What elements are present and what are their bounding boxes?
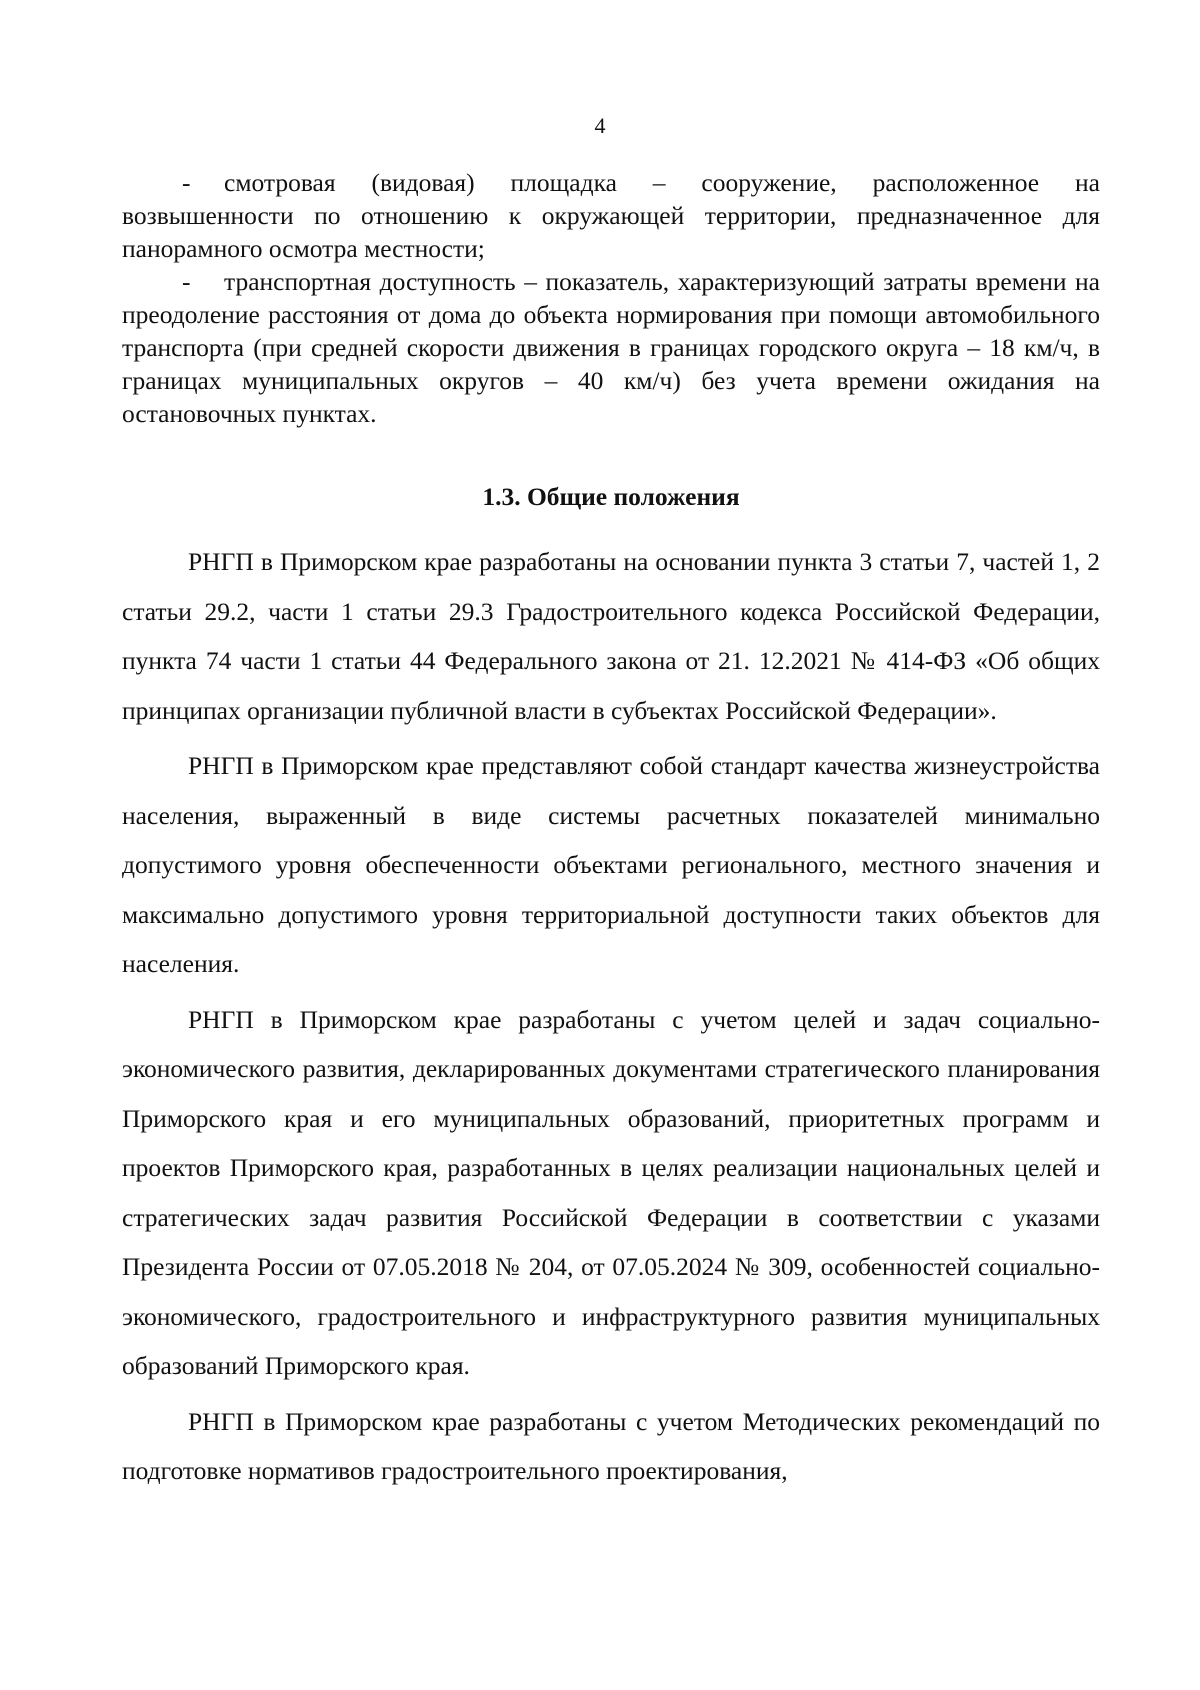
definition-item — [122, 166, 1100, 265]
body-paragraph: РНГП в Приморском крае разработаны с учетом целей и задач социально-экономического развития, декларированных документами стратегического планирования Приморского края и его муниципальных образований, приоритетных программ и проектов Приморского края, разработанных в целях реализации национальных целей и стратегических задач развития Российской Федерации в соответствии с указами Президента России от 07.05.2018 № 204, от 07.05.2024 № 309, особенностей социально-экономического, градостроительного и инфраструктурного развития муниципальных образований Приморского края. — [122, 1004, 1100, 1380]
page-number: 4 — [594, 113, 606, 138]
body-paragraph: РНГП в Приморском крае разработаны на основании пункта 3 статьи 7, частей 1, 2 статьи 29.2, части 1 статьи 29.3 Градостроительного кодекса Российской Федерации, пункта 74 части 1 статьи 44 Федерального закона от 21. 12.2021 № 414-ФЗ «Об общих принципах организации публичной власти в субъектах Российской Федерации». — [122, 547, 1100, 725]
body-paragraph: РНГП в Приморском крае разработаны с учетом Методических рекомендаций по подготовке нормативов градостроительного проектирования, — [122, 1406, 1100, 1485]
definition-text: транспортная доступность – показатель, характеризующий затраты времени на преодоление расстояния от дома до объекта нормирования при помощи автомобильного транспорта (при средней скорости движения в границах городского округа – 18 км/ч, в границах муниципальных округов – 40 км/ч) без учета времени ожидания на остановочных пунктах. — [122, 267, 1100, 428]
section-heading: 1.3. Общие положения — [482, 482, 740, 511]
body-paragraph: РНГП в Приморском крае представляют собой стандарт качества жизнеустройства населения, выраженный в виде системы расчетных показателей минимально допустимого уровня обеспеченности объектами регионального, местного значения и максимально допустимого уровня территориальной доступности таких объектов для населения. — [122, 751, 1100, 978]
definition-item — [122, 265, 1100, 430]
definition-text: смотровая (видовая) площадка – сооружение, расположенное на возвышенности по отношению к окружающей территории, предназначенное для панорамного осмотра местности; — [122, 168, 1100, 263]
list-dash: - — [182, 267, 191, 296]
document-body — [122, 166, 1100, 1496]
list-dash: - — [182, 168, 191, 197]
